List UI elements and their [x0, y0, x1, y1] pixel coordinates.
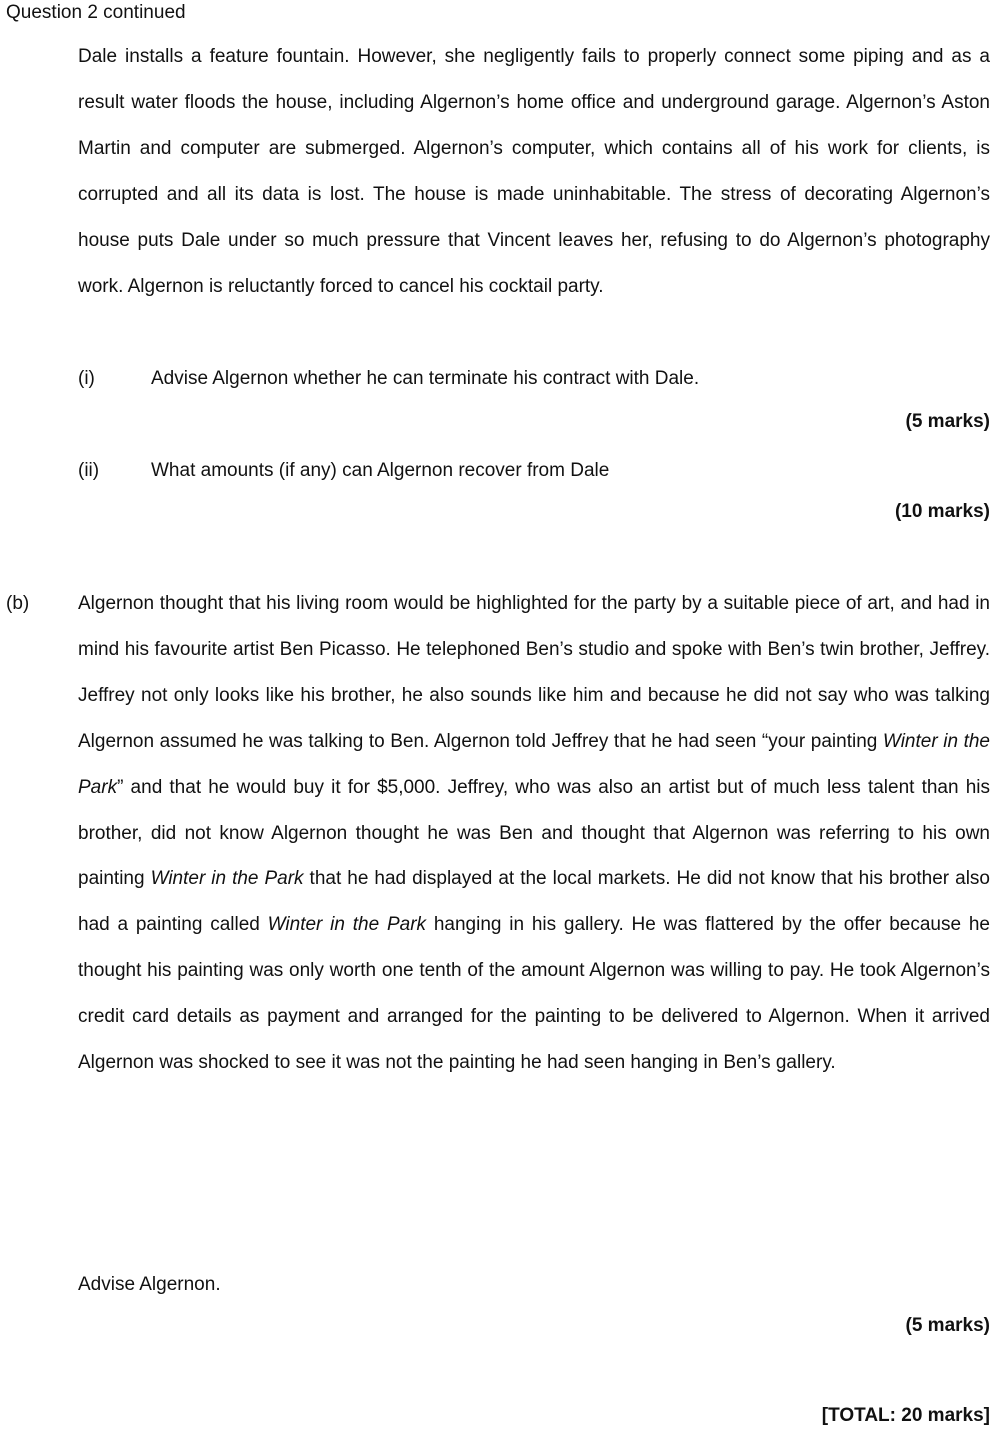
- part-a-paragraph: [78, 34, 990, 309]
- part-b-instruction: Advise Algernon.: [78, 1274, 221, 1295]
- part-b-label: (b): [6, 593, 30, 614]
- painting-title: Winter in the Park: [150, 868, 304, 890]
- part-b-paragraph-text: [78, 581, 990, 1086]
- question-item-ii: [78, 459, 990, 483]
- page-header: Question 2 continued: [6, 2, 186, 23]
- part-b-text-3: that he had displayed at the local markets. He did not know that his brother also had a painting called: [78, 868, 990, 936]
- marks-item-ii: (10 marks): [894, 501, 990, 522]
- part-b-paragraph: [78, 581, 990, 1086]
- part-b-text-1: Algernon thought that his living room would be highlighted for the party by a suitable piece of art, and had in mind his favourite artist Ben Picasso. He telephoned Ben’s studio and spoke with Ben’s twin brother, Jeffrey. Jeffrey not only looks like his brother, he also sounds like him and because he did not say who was talking Algernon assumed he was talking to Ben. Algernon told Jeffrey that he had seen “your painting: [78, 593, 990, 752]
- item-text: What amounts (if any) can Algernon recover from Dale: [151, 460, 610, 481]
- part-b-text-4: hanging in his gallery. He was flattered by the offer because he thought his painting was only worth one tenth of the amount Algernon was willing to pay. He took Algernon’s credit card details as payment and arranged for the painting to be delivered to Algernon. When it arrived Algernon was shocked to see it was not the painting he had seen hanging in Ben’s gallery.: [78, 914, 990, 1074]
- item-number: (i): [78, 368, 95, 389]
- part-a-paragraph-text: Dale installs a feature fountain. However, she negligently fails to properly connect some piping and as a result water floods the house, including Algernon’s home office and underground garage. Algernon’s Aston Martin and computer are submerged. Algernon’s computer, which contains all of his work for clients, is corrupted and all its data is lost. The house is made uninhabitable. The stress of decorating Algernon’s house puts Dale under so much pressure that Vincent leaves her, refusing to do Algernon’s photography work. Algernon is reluctantly forced to cancel his cocktail party.: [78, 46, 990, 297]
- item-number: (ii): [78, 460, 100, 481]
- question-item-i: [78, 367, 990, 391]
- total-marks: [TOTAL: 20 marks]: [821, 1405, 990, 1426]
- marks-item-i: (5 marks): [905, 411, 990, 432]
- item-text: Advise Algernon whether he can terminate his contract with Dale.: [151, 368, 700, 389]
- painting-title: Winter in the Park: [78, 730, 990, 798]
- part-b-text-2: ” and that he would buy it for $5,000. Jeffrey, who was also an artist but of much less talent than his brother, did not know Algernon thought he was Ben and thought that Algernon was referring to his own painting: [78, 776, 990, 890]
- painting-title: Winter in the Park: [267, 914, 427, 936]
- marks-part-b: (5 marks): [905, 1315, 990, 1336]
